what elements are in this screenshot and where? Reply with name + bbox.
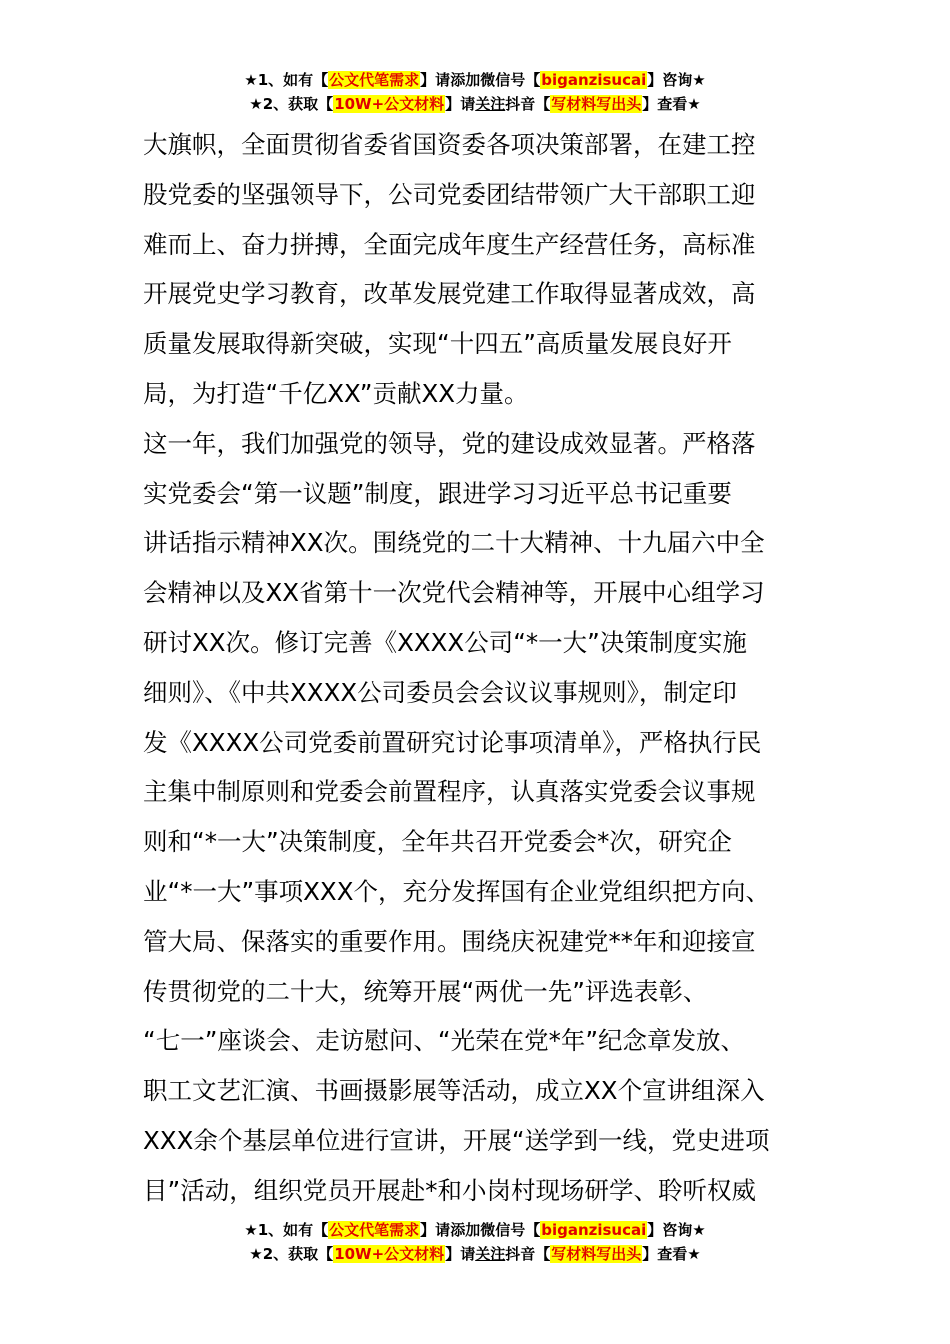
banner-text: 抖音【 <box>505 1245 551 1263</box>
banner-text: 】请 <box>420 71 451 89</box>
text-line: 发《XXXX公司党委前置研究讨论事项清单》，严格执行民 <box>143 727 762 757</box>
banner-text: 】咨询★ <box>647 71 706 89</box>
banner-text: 】请 <box>420 1221 451 1239</box>
banner-text: 】查看★ <box>642 95 701 113</box>
banner-text: 】查看★ <box>642 1245 701 1263</box>
text-line: 主集中制原则和党委会前置程序，认真落实党委会议事规 <box>143 777 756 807</box>
text-line: XXX余个基层单位进行宣讲，开展“送学到一线，党史进项 <box>143 1125 770 1155</box>
banner-text: 】请 <box>445 1245 476 1263</box>
banner-emphasis: 添加 <box>450 1221 481 1239</box>
text-line: 则和“*一大”决策制度，全年共召开党委会*次，研究企 <box>143 827 732 857</box>
banner-line-2 <box>0 92 950 116</box>
text-line: 质量发展取得新突破，实现“十四五”高质量发展良好开 <box>143 329 732 359</box>
text-line: 业“*一大”事项XXX个，充分发挥国有企业党组织把方向、 <box>143 876 770 906</box>
banner-text: 抖音【 <box>505 95 551 113</box>
text-line: 大旗帜，全面贯彻省委省国资委各项决策部署，在建工控 <box>143 130 756 159</box>
text-line: 传贯彻党的二十大，统筹开展“两优一先”评选表彰、 <box>143 976 708 1006</box>
banner-line-1 <box>0 68 950 92</box>
banner-line-2 <box>0 1242 950 1266</box>
footer-banner <box>0 1218 950 1266</box>
banner-text: ★2、获取【 <box>249 95 334 113</box>
highlight-wechat-id: biganzisucai <box>541 71 647 89</box>
text-line: 管大局、保落实的重要作用。围绕庆祝建党**年和迎接宣 <box>143 926 756 956</box>
text-line: 讲话指示精神XX次。围绕党的二十大精神、十九届六中全 <box>143 528 765 558</box>
text-line: 会精神以及XX省第十一次党代会精神等，开展中心组学习 <box>143 578 765 608</box>
header-banner <box>0 68 950 116</box>
highlight-wechat-id: biganzisucai <box>541 1221 647 1239</box>
banner-text: ★1、如有【 <box>244 71 329 89</box>
text-line: 难而上、奋力拼搏，全面完成年度生产经营任务，高标准 <box>143 229 756 259</box>
banner-text: 】咨询★ <box>647 1221 706 1239</box>
text-line: 细则》、《中共XXXX公司委员会会议议事规则》，制定印 <box>143 677 737 707</box>
text-line: 目”活动，组织党员开展赴*和小岗村现场研学、聆听权威 <box>143 1175 756 1205</box>
highlight-douyin-account: 写材料写出头 <box>551 1245 642 1263</box>
text-line: 局，为打造“千亿XX”贡献XX力量。 <box>143 378 529 408</box>
text-line: 股党委的坚强领导下，公司党委团结带领广大干部职工迎 <box>143 179 756 209</box>
banner-emphasis: 关注 <box>475 1245 506 1263</box>
text-line: 实党委会“第一议题”制度，跟进学习习近平总书记重要 <box>143 478 732 508</box>
banner-emphasis: 关注 <box>475 95 506 113</box>
banner-text: ★1、如有【 <box>244 1221 329 1239</box>
text-line: 职工文艺汇演、书画摄影展等活动，成立XX个宣讲组深入 <box>143 1076 765 1106</box>
text-line: 这一年，我们加强党的领导，党的建设成效显著。严格落 <box>143 428 756 458</box>
text-line: “七一”座谈会、走访慰问、“光荣在党*年”纪念章发放、 <box>143 1026 746 1056</box>
highlight-douyin-account: 写材料写出头 <box>551 95 642 113</box>
banner-text: 微信号【 <box>480 1221 541 1239</box>
highlight-service: 公文代笔需求 <box>329 71 420 89</box>
banner-emphasis: 添加 <box>450 71 481 89</box>
highlight-materials: 10W+公文材料 <box>334 95 445 113</box>
highlight-materials: 10W+公文材料 <box>334 1245 445 1263</box>
banner-text: 微信号【 <box>480 71 541 89</box>
banner-line-1 <box>0 1218 950 1242</box>
banner-text: ★2、获取【 <box>249 1245 334 1263</box>
highlight-service: 公文代笔需求 <box>329 1221 420 1239</box>
text-line: 研讨XX次。修订完善《XXXX公司“*一大”决策制度实施 <box>143 627 747 657</box>
banner-text: 】请 <box>445 95 476 113</box>
text-line: 开展党史学习教育，改革发展党建工作取得显著成效，高 <box>143 279 756 309</box>
document-body <box>143 120 823 1216</box>
